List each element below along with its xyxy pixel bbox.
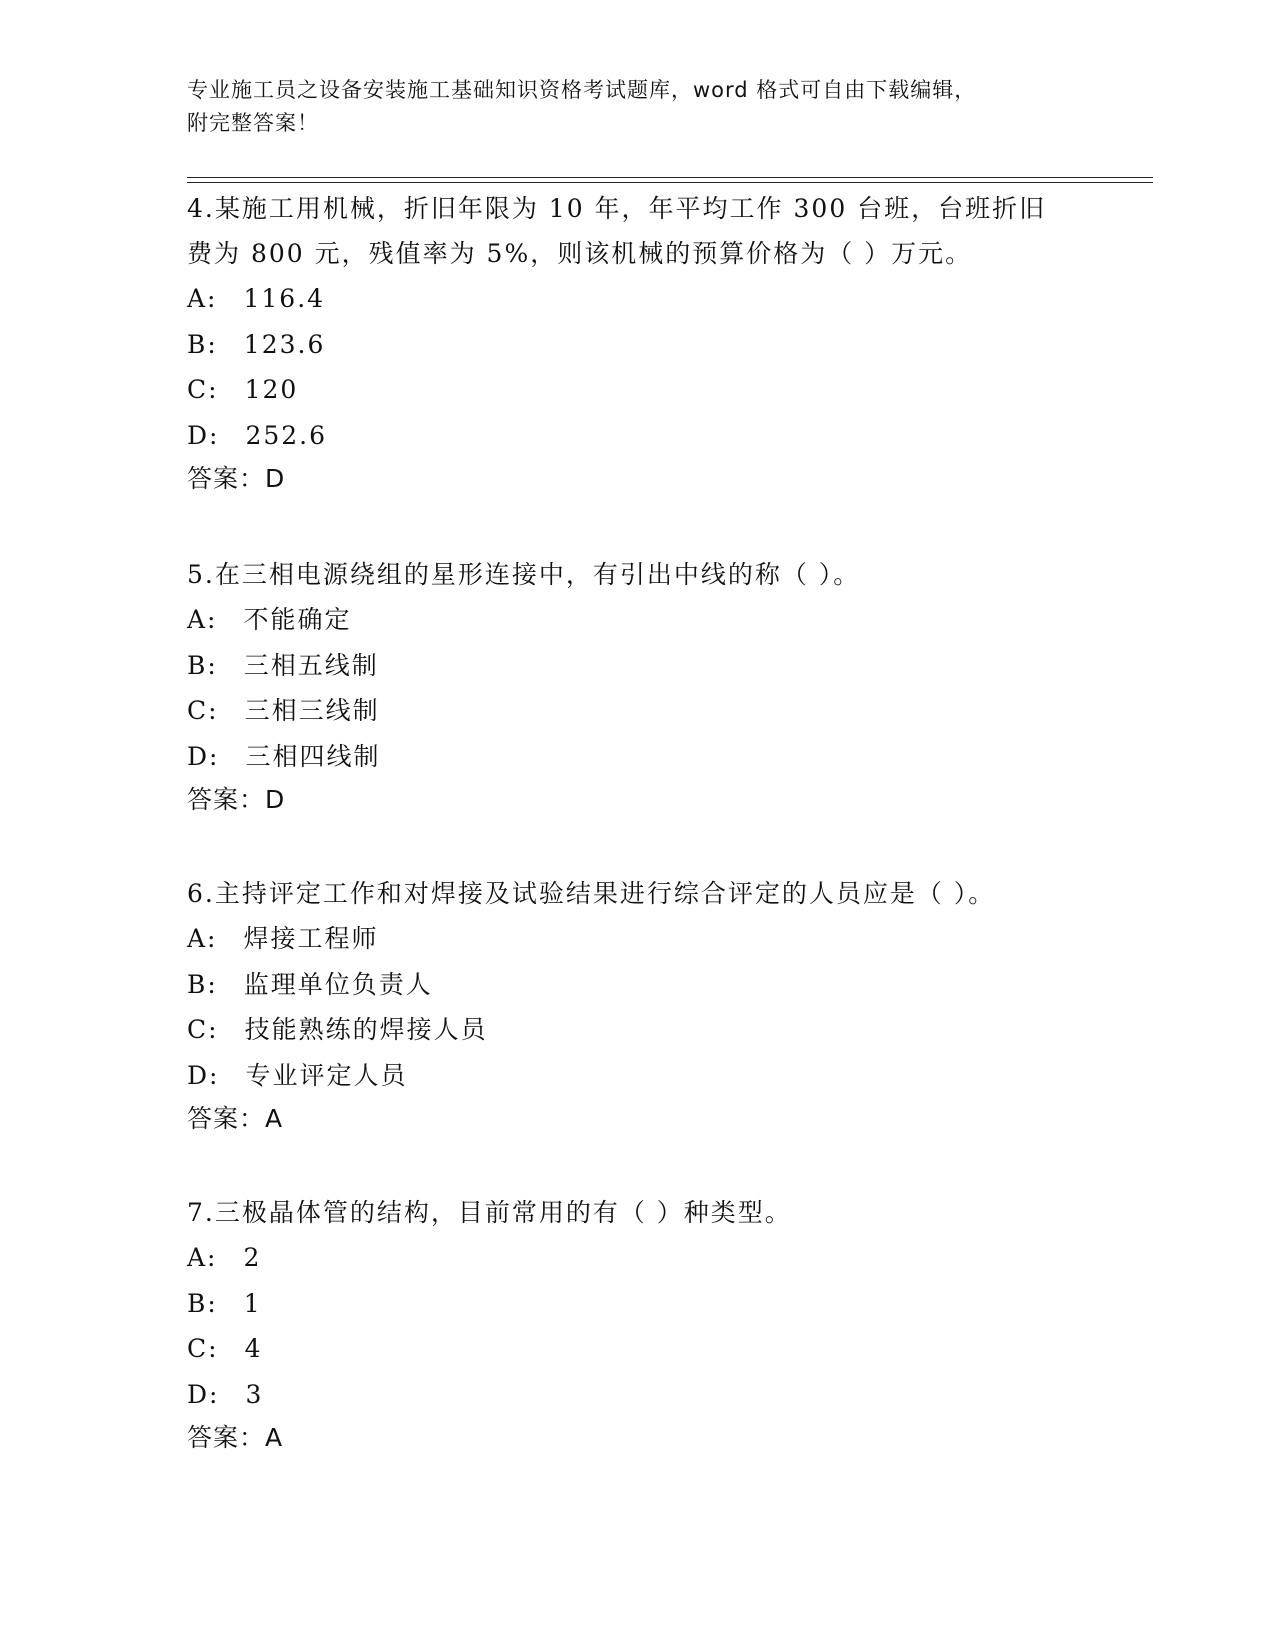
- option-letter: A:: [187, 284, 218, 313]
- option-c: [187, 1007, 1127, 1053]
- option-c: [187, 367, 1127, 413]
- option-letter: A:: [187, 1243, 218, 1272]
- option-b: [187, 643, 1127, 689]
- option-letter: A:: [187, 605, 218, 634]
- option-text: 123.6: [243, 329, 326, 359]
- option-a: [187, 276, 1127, 322]
- answer-line: 答案：D: [187, 464, 286, 493]
- option-letter: D:: [187, 420, 220, 450]
- option-text: 技能熟练的焊接人员: [244, 1015, 488, 1044]
- option-a: [187, 1235, 1127, 1281]
- question-text-line: 4.某施工用机械，折旧年限为 10 年，年平均工作 300 台班，台班折旧: [187, 194, 1047, 223]
- answer-line: 答案：D: [187, 785, 286, 814]
- option-text: 116.4: [243, 284, 326, 313]
- option-text: 专业评定人员: [245, 1060, 408, 1090]
- header-line-2: 附完整答案！: [187, 111, 319, 135]
- option-text: 4: [244, 1334, 263, 1363]
- option-text: 三相四线制: [245, 741, 381, 771]
- option-letter: B:: [187, 329, 218, 359]
- option-letter: B:: [187, 650, 218, 680]
- option-letter: C:: [187, 1015, 219, 1044]
- option-letter: A:: [187, 924, 218, 953]
- option-text: 252.6: [245, 420, 328, 450]
- answer-line: 答案：A: [187, 1104, 284, 1133]
- option-d: [187, 734, 1127, 780]
- option-letter: C:: [187, 375, 219, 404]
- option-letter: B:: [187, 1288, 218, 1318]
- question-5: [187, 552, 1127, 821]
- option-d: [187, 1372, 1127, 1418]
- question-text-line: 5.在三相电源绕组的星形连接中，有引出中线的称（ ）。: [187, 560, 861, 589]
- question-4: [187, 186, 1127, 500]
- option-a: [187, 597, 1127, 643]
- question-text-line: 7.三极晶体管的结构，目前常用的有（ ）种类型。: [187, 1198, 792, 1227]
- option-text: 监理单位负责人: [243, 969, 433, 999]
- question-6: [187, 871, 1127, 1140]
- option-b: [187, 1281, 1127, 1327]
- header-divider-top: [187, 177, 1153, 178]
- option-letter: C:: [187, 696, 219, 725]
- option-text: 120: [244, 375, 299, 404]
- option-letter: D:: [187, 1060, 220, 1090]
- option-text: 焊接工程师: [243, 924, 379, 953]
- option-b: [187, 322, 1127, 368]
- option-d: [187, 413, 1127, 459]
- option-c: [187, 1326, 1127, 1372]
- header-divider-bottom: [187, 182, 1153, 183]
- option-text: 不能确定: [243, 605, 352, 634]
- option-b: [187, 962, 1127, 1008]
- option-text: 2: [243, 1243, 262, 1272]
- document-header: [187, 74, 1087, 140]
- option-letter: C:: [187, 1334, 219, 1363]
- option-d: [187, 1053, 1127, 1099]
- question-7: [187, 1190, 1127, 1459]
- option-letter: B:: [187, 969, 218, 999]
- option-letter: D:: [187, 1379, 220, 1409]
- option-a: [187, 916, 1127, 962]
- question-text-line: 6.主持评定工作和对焊接及试验结果进行综合评定的人员应是（ ）。: [187, 879, 996, 908]
- option-c: [187, 688, 1127, 734]
- option-text: 3: [245, 1379, 264, 1409]
- option-letter: D:: [187, 741, 220, 771]
- header-line-1: 专业施工员之设备安装施工基础知识资格考试题库，word 格式可自由下载编辑，: [187, 78, 977, 102]
- answer-line: 答案：A: [187, 1423, 284, 1452]
- option-text: 1: [243, 1288, 262, 1318]
- option-text: 三相三线制: [244, 696, 380, 725]
- option-text: 三相五线制: [243, 650, 379, 680]
- question-text-line: 费为 800 元，残值率为 5%，则该机械的预算价格为（ ）万元。: [187, 239, 973, 268]
